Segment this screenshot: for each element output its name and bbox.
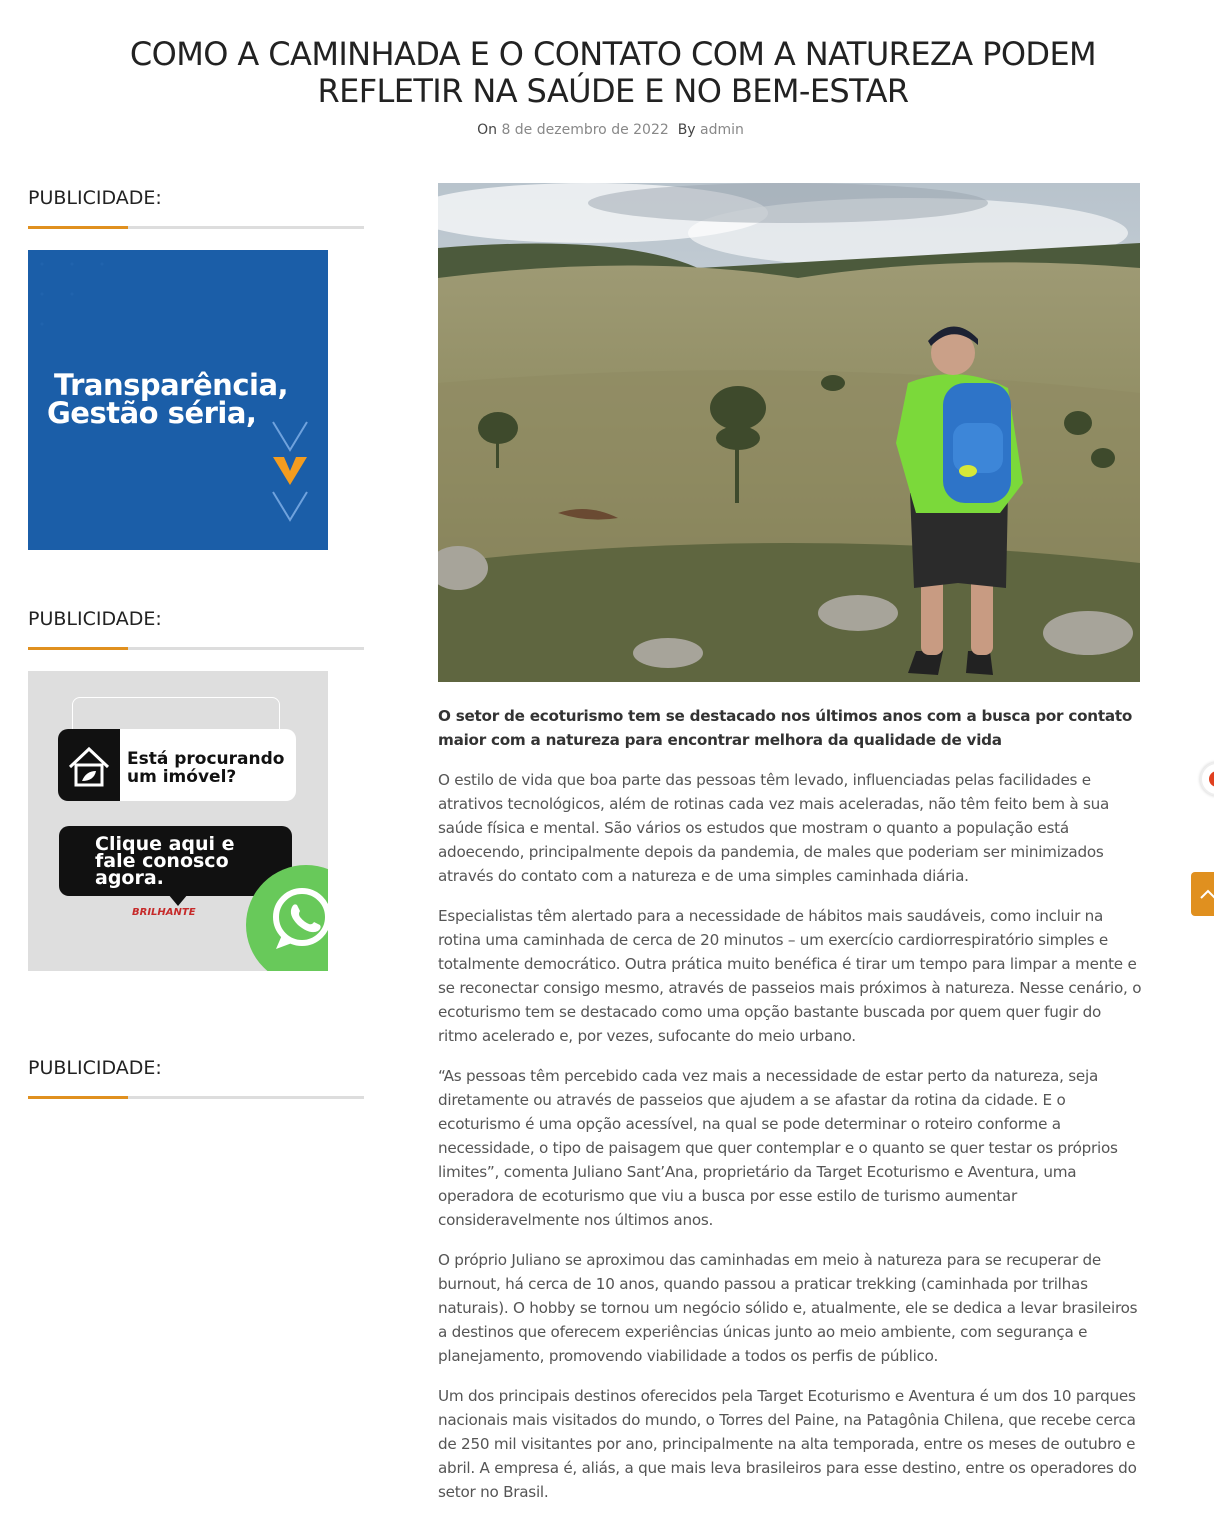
ad-cta-tip: [168, 894, 188, 906]
meta-by: By: [677, 122, 696, 138]
whatsapp-icon[interactable]: [246, 865, 328, 971]
chevron-outline-icon: [270, 420, 310, 452]
widget-title: PUBLICIDADE:: [28, 187, 162, 209]
article-body: [438, 704, 1144, 1520]
hiker-landscape-image: [438, 183, 1140, 682]
widget-divider: [28, 647, 364, 650]
meta-on: On: [477, 122, 497, 138]
post-author-link[interactable]: admin: [700, 122, 744, 138]
brand-logo: BRILHANTE: [132, 907, 196, 918]
chevron-up-icon: [1191, 872, 1214, 916]
post-title: COMO A CAMINHADA E O CONTATO COM A NATUREZA PODEM REFLETIR NA SAÚDE E NO BEM-ESTAR: [129, 35, 1097, 110]
widget-title: PUBLICIDADE:: [28, 1057, 162, 1079]
scroll-to-top-button[interactable]: [1191, 872, 1214, 916]
ad-banner-transparencia[interactable]: [28, 250, 328, 550]
article-paragraph: Um dos principais destinos oferecidos pela Target Ecoturismo e Aventura é um dos 10 parques nacionais mais visitados do mundo, o Torres del Paine, na Patagônia Chilena, que recebe cerca de 250 mil visitantes por ano, principalmente na alta temporada, entre os meses de outubro e abril. A empresa é, aliás, a que mais leva brasileiros para esse destino, entre os operadores do setor no Brasil.: [438, 1387, 1137, 1501]
ad-line-1: Transparência,: [54, 368, 289, 402]
ad-cta-line-1: Clique aqui e: [95, 833, 235, 855]
article-paragraph: O próprio Juliano se aproximou das caminhadas em meio à natureza para se recuperar de burnout, há cerca de 10 anos, quando passou a praticar trekking (caminhada por trilhas naturais). O hobby se tornou um negócio sólido e, atualmente, ele se dedica a levar brasileiros a destinos que oferecem experiências únicas junto ao meio ambiente, com segurança e planejamento, promovendo viabilidade a todos os perfis de público.: [438, 1251, 1138, 1365]
badge-icon[interactable]: [1200, 762, 1214, 796]
post-meta: [0, 122, 1214, 138]
ad-question-text: [127, 750, 284, 786]
widget-title: PUBLICIDADE:: [28, 608, 162, 630]
post-date-link[interactable]: 8 de dezembro de 2022: [501, 122, 669, 138]
chevron-outline-icon: [270, 490, 310, 522]
article-paragraph: “As pessoas têm percebido cada vez mais a necessidade de estar perto da natureza, seja diretamente ou através de passeios que ajudem a se afastar da rotina da cidade. E o ecoturismo é uma opção acessível, na qual se pode determinar o roteiro conforme a necessidade, o tipo de paisagem que quer contemplar e o quanto se quer testar os próprios limites”, comenta Juliano Sant’Ana, proprietário da Target Ecoturismo e Aventura, uma operadora de ecoturismo que viu a busca por esse estilo de turismo aumentar consideravelmente nos últimos anos.: [438, 1067, 1118, 1229]
ad-heading-2: um imóvel?: [127, 767, 237, 787]
article-lead: O setor de ecoturismo tem se destacado nos últimos anos com a busca por contato maior com a natureza para encontrar melhora da qualidade de vida: [438, 707, 1133, 749]
ad-line-2: Gestão séria,: [47, 396, 257, 430]
ad-cta-text: [95, 833, 235, 889]
ad-heading-1: Está procurando: [127, 749, 285, 769]
ad-cta-line-3: agora.: [95, 867, 164, 889]
ad-cta-line-2: fale conosco: [95, 850, 229, 872]
featured-image: [438, 183, 1140, 682]
widget-divider: [28, 1096, 364, 1099]
ad-banner-imovel[interactable]: [28, 671, 328, 971]
widget-divider: [28, 226, 364, 229]
house-icon: [58, 729, 120, 801]
chevron-filled-icon: [270, 455, 310, 487]
article-paragraph: O estilo de vida que boa parte das pessoas têm levado, influenciadas pelas facilidades e atrativos tecnológicos, além de rotinas cada vez mais aceleradas, não têm feito bem à sua saúde física e mental. São vários os estudos que mostram o quanto a população está adoecendo, principalmente depois da pandemia, de males que poderiam ser minimizados através do contato com a natureza e de uma simples caminhada diária.: [438, 771, 1110, 885]
article-paragraph: Especialistas têm alertado para a necessidade de hábitos mais saudáveis, como incluir na rotina uma caminhada de cerca de 20 minutos – um exercício cardiorrespiratório simples e totalmente democrático. Outra prática muito benéfica é tirar um tempo para limpar a mente e se reconectar consigo mesmo, através de passeios mais próximos à natureza. Nesse cenário, o ecoturismo tem se destacado como uma opção bastante buscada por quem quer fugir do ritmo acelerado e, por vezes, sufocante do meio urbano.: [438, 907, 1142, 1045]
ad-house-block: [58, 729, 120, 801]
